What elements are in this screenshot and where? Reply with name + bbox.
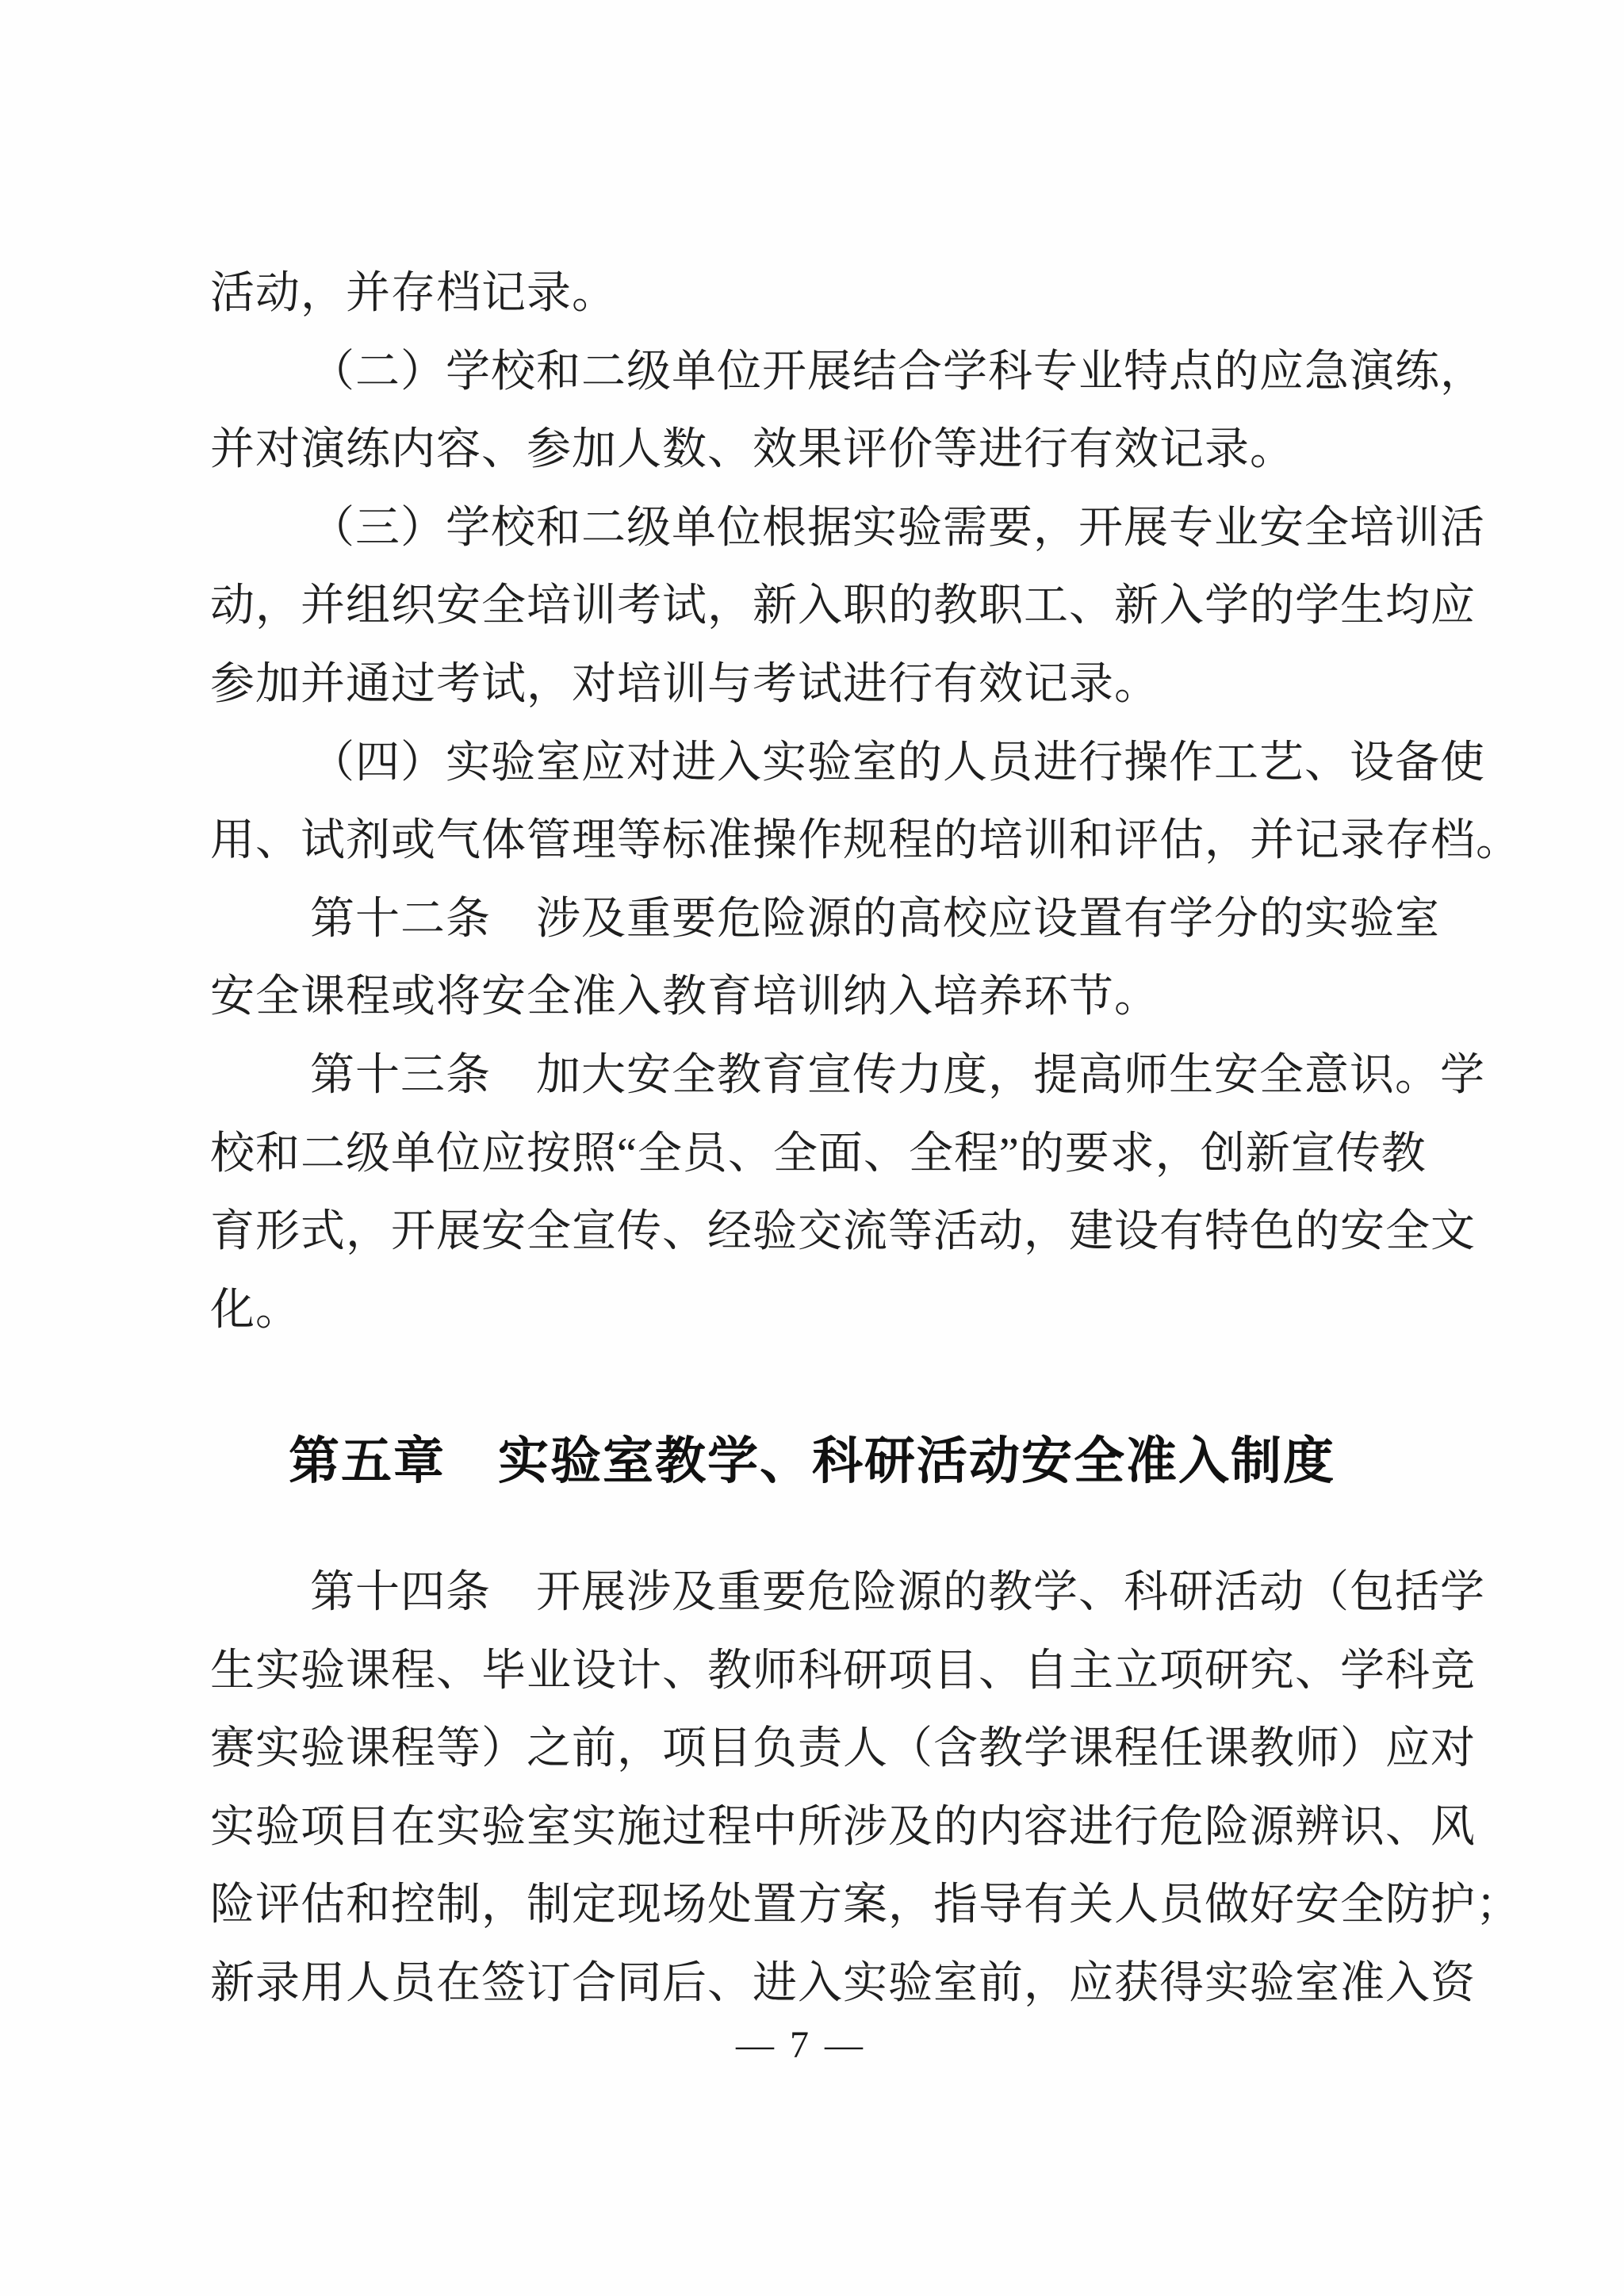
article-14-line: 第十四条 开展涉及重要危险源的教学、科研活动（包括学 (310, 1568, 1485, 1617)
text-line: 新录用人员在签订合同后、进入实验室前，应获得实验室准入资 (210, 1958, 1476, 2008)
text-line: 动，并组织安全培训考试，新入职的教职工、新入学的学生均应 (210, 581, 1476, 631)
text-line: 参加并通过考试，对培训与考试进行有效记录。 (210, 659, 1159, 709)
text-line: 校和二级单位应按照“全员、全面、全程”的要求，创新宣传教 (210, 1129, 1427, 1179)
text-line: 化。 (210, 1285, 301, 1335)
chapter-heading: 第五章 实验室教学、科研活动安全准入制度 (289, 1432, 1335, 1489)
article-12-line: 第十二条 涉及重要危险源的高校应设置有学分的实验室 (310, 894, 1440, 944)
text-line: 并对演练内容、参加人数、效果评价等进行有效记录。 (210, 425, 1295, 475)
text-line: 活动，并存档记录。 (210, 269, 617, 318)
text-line: 生实验课程、毕业设计、教师科研项目、自主立项研究、学科竞 (210, 1646, 1476, 1696)
text-line: 育形式，开展安全宣传、经验交流等活动，建设有特色的安全文 (210, 1207, 1476, 1257)
text-line: （四）实验室应对进入实验室的人员进行操作工艺、设备使 (310, 738, 1485, 788)
text-line: 安全课程或将安全准入教育培训纳入培养环节。 (210, 972, 1159, 1022)
text-line: 赛实验课程等）之前，项目负责人（含教学课程任课教师）应对 (210, 1724, 1476, 1774)
text-line: （三）学校和二级单位根据实验需要，开展专业安全培训活 (310, 503, 1485, 553)
article-13-line: 第十三条 加大安全教育宣传力度，提高师生安全意识。学 (310, 1050, 1485, 1100)
text-line: 险评估和控制，制定现场处置方案，指导有关人员做好安全防护； (210, 1880, 1521, 1930)
text-line: （二）学校和二级单位开展结合学科专业特点的应急演练， (310, 347, 1485, 397)
text-line: 实验项目在实验室实施过程中所涉及的内容进行危险源辨识、风 (210, 1802, 1476, 1852)
text-line: 用、试剂或气体管理等标准操作规程的培训和评估，并记录存档。 (210, 816, 1521, 866)
body-paragraphs-top (210, 255, 1521, 1349)
body-paragraphs-bottom (210, 1554, 1521, 2023)
page-number: — 7 — (736, 2024, 866, 2066)
